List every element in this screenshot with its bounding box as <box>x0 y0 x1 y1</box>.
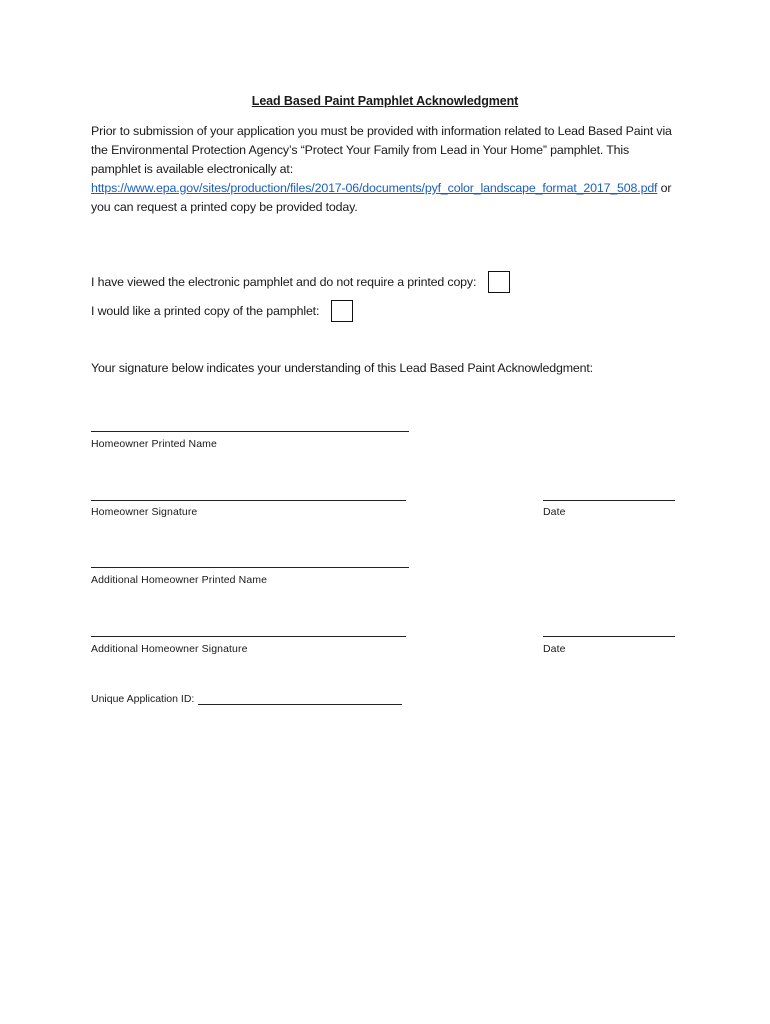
unique-application-id-row <box>91 693 402 705</box>
intro-text-1: Prior to submission of your application you must be provided with information related to Lead Based Paint via the Environmental Protection Agency’s “Protect Your Family from Lead in Your Home” pamphlet. This pamphlet is available electronically at: <box>91 124 672 176</box>
option-printed-row <box>91 300 353 322</box>
date-2-label: Date <box>543 643 566 655</box>
epa-pamphlet-link[interactable]: https://www.epa.gov/sites/production/files/2017-06/documents/pyf_color_landscape_format_2017_508.pdf <box>91 181 658 195</box>
homeowner-printed-name-line[interactable] <box>91 431 409 432</box>
signature-intro: Your signature below indicates your understanding of this Lead Based Paint Acknowledgment: <box>91 361 593 375</box>
date-2-line[interactable] <box>543 636 675 637</box>
additional-signature-line[interactable] <box>91 636 406 637</box>
intro-paragraph <box>91 122 681 217</box>
unique-application-id-label: Unique Application ID: <box>91 693 195 705</box>
option-electronic-row <box>91 271 510 293</box>
intro-text-2: or you can request a printed copy be provided today. <box>91 181 672 214</box>
homeowner-signature-label: Homeowner Signature <box>91 506 198 518</box>
additional-printed-name-label: Additional Homeowner Printed Name <box>91 574 268 586</box>
document-title: Lead Based Paint Pamphlet Acknowledgment <box>251 94 519 108</box>
date-1-label: Date <box>543 506 566 518</box>
option-electronic-checkbox[interactable] <box>488 271 510 293</box>
option-printed-label: I would like a printed copy of the pamphlet: <box>91 304 320 318</box>
homeowner-signature-line[interactable] <box>91 500 406 501</box>
option-printed-checkbox[interactable] <box>331 300 353 322</box>
additional-signature-label: Additional Homeowner Signature <box>91 643 248 655</box>
homeowner-printed-name-label: Homeowner Printed Name <box>91 438 217 450</box>
option-electronic-label: I have viewed the electronic pamphlet and do not require a printed copy: <box>91 275 477 289</box>
additional-printed-name-line[interactable] <box>91 567 409 568</box>
date-1-line[interactable] <box>543 500 675 501</box>
unique-application-id-line[interactable] <box>198 694 402 705</box>
